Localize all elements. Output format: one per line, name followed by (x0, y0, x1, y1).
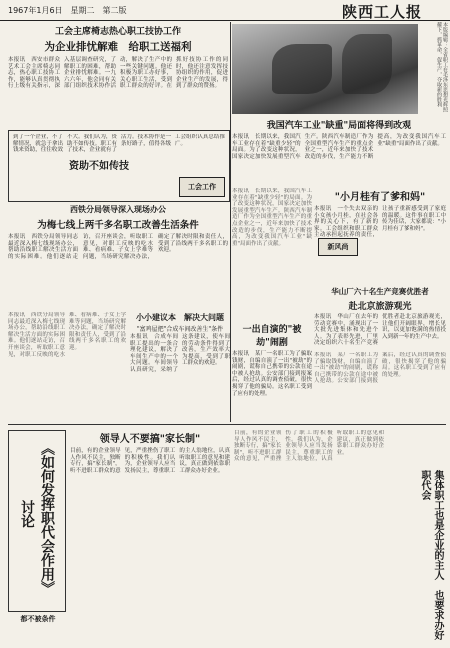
article-subhead: 赴北京旅游观光 (348, 302, 412, 312)
article-railway-bureau (8, 204, 228, 310)
discussion-headline: 《如何发挥职代会作用》讨论 (19, 440, 55, 588)
article-little-yuegui (314, 188, 446, 284)
article-railway-continued (8, 312, 126, 412)
footer-caption: 都不被条件 (20, 614, 56, 623)
article-headline: "小月桂有了爹和妈" (334, 192, 426, 203)
commentary-headline: 资助不如传技 (69, 161, 129, 172)
date-line: 1967年1月6日 星期二 第二版 (8, 6, 127, 15)
article-huashan-factory (314, 286, 446, 350)
article-headline: 西铁分局领导深入现场办公 (70, 204, 166, 214)
collective-workers-headline: 集体职工也是企业的主人 也要求办好职代会 (419, 470, 443, 640)
column-rule (230, 22, 231, 422)
article-leadership-continued (234, 430, 384, 640)
commentary-box (8, 130, 230, 202)
newspaper-logo: 陕西工人报 (341, 3, 422, 21)
article-auto-industry (232, 118, 446, 186)
article-suggestion (130, 312, 230, 412)
article-body: 目前，有的企业领导人作风不民主，独断专行，搞"家长制"，听不进职工群众的意见，严重挫伤了职工的积极性。我们认为，企业领导人应当发扬民主，尊重职工的主人翁地位，认真听取职工的意见和建议，真正做到依靠职工群众办好企业。 (70, 448, 230, 474)
article-body-continued: 目前，有的企业领导人作风不民主，独断专行，搞"家长制"，听不进职工群众的意见，严重挫伤了职工的积极性。我们认为，企业领导人应当发扬民主，尊重职工的主人翁地位，认真听取职工的意见和建议，真正做到依靠职工群众办好企业。 (234, 430, 384, 463)
article-body-continued: 本报讯 长期以来，我国汽车工业存在着"缺重少轻"的局面。为了改变这种状况，国家决定加快发展重型汽车生产。陕西汽车制造厂作为全国重型汽车生产的重点企业之一，近年来加快了技术改造的步伐，生产能力不断提高，为改变我国汽车工业"缺重"局面作出了贡献。 (232, 188, 312, 247)
article-body: 本报讯 长期以来，我国汽车工业存在着"缺重少轻"的局面。为了改变这种状况，国家决定加快发展重型汽车生产。陕西汽车制造厂作为全国重型汽车生产的重点企业之一，近年来加快了技术改造的步伐，生产能力不断提高，为改变我国汽车工业"缺重"局面作出了贡献。 (232, 134, 446, 160)
article-headline: 华山厂六十名生产竞赛优胜者 (331, 287, 429, 296)
article-body: 本报讯 西铁分局领导同志最近深入梅七线现场办公，帮助沿线职工解决生活方面的实际困难。他们逐站走访，召开座谈会，听取职工意见，对职工反映的吃水难、看病难、子女上学难等问题，当场研究解决办法，确定了解决时限和责任人，受到了沿线两千多名职工的欢迎。 (8, 234, 228, 260)
article-union-chairman (8, 24, 228, 128)
article-fake-robbery-continued (314, 352, 446, 422)
article-body: 本报讯 华山厂在去年的劳动竞赛中，涌现出了一大批先进集体和先进个人。为了表彰先进，厂里决定组织六十名生产竞赛优胜者赴北京旅游观光，让他们开阔眼界，增长见识，以更加饱满的热情投入到新一年的生产中去。 (314, 314, 446, 347)
masthead (0, 0, 450, 21)
article-headline: 领导人不要搞"家长制" (99, 434, 201, 445)
article-leadership (70, 430, 230, 640)
article-subhead: 为企业排忧解难 给职工送福利 (44, 41, 192, 53)
article-fake-robbery (232, 322, 312, 418)
article-body: 本报讯 合成车间职工提出的一条合理化建议，解决了车间生产中的一个大问题。车间领导认真研究，采纳了这条建议，使车间的劳动条件得到了改善，生产效率大为提高，受到了职工群众的欢迎。 (130, 334, 230, 373)
article-headline: 小小建议本 解决大问题 (136, 312, 224, 322)
article-body: 本报讯 某厂一名职工为了骗取钱财，自编自演了一出"被劫"的闹剧，谎称自己携带的公款在途中被人抢劫。公安部门接到报案后，经过认真的调查侦破，很快揭穿了他的骗局。这名职工受到了应有的处理。 (232, 351, 312, 397)
new-trend-badge: 新风尚 (318, 238, 358, 256)
discussion-box (8, 430, 66, 612)
article-body: 本报讯 一个失去双亲的小女孩小月桂，在社会各界的关心下，有了新的家。工会组织和职工群众主动承担起抚养的责任，让孩子重新感受到了家庭的温暖。这件事在职工中传为佳话，大家都说："小月桂有了爹和妈"。 (314, 206, 446, 239)
article-body-continued: 本报讯 某厂一名职工为了骗取钱财，自编自演了一出"被劫"的闹剧，谎称自己携带的公款在途中被人抢劫。公安部门接到报案后，经过认真的调查侦破，很快揭穿了他的骗局。这名职工受到了应有的处理。 (314, 352, 446, 385)
middle-column-text (232, 188, 312, 318)
truck-factory-photo (232, 24, 418, 114)
article-subhead: 为梅七线上两千多名职工改善生活条件 (37, 220, 199, 231)
section-rule (8, 424, 446, 425)
article-subhead: "富鸡屋把"合成车间改善生"条件 (136, 326, 224, 333)
article-body: 本报讯 西安市群众艺术工会主席椅志同志，热心职工技协工作，能够认真贯彻执行上级有关指示，深入基层调查研究，了解职工的困难，帮助企业排忧解难。一九六六年，他会同有关部门组织技术协作活动，解决了生产中的一些关键问题。他还积极为职工办好事，关心职工生活，受到职工群众的好评。在抓好技协工作的同时，他还注意发挥技协组织的作用，促进企业生产的发展，得到了群众的赞扬。 (8, 57, 228, 90)
article-body-continued: 本报讯 西铁分局领导同志最近深入梅七线现场办公，帮助沿线职工解决生活方面的实际困难。他们逐站走访，召开座谈会，听取职工意见，对职工反映的吃水难、看病难、子女上学难等问题，当场研究解决办法，确定了解决时限和责任人，受到了沿线两千多名职工的欢迎。 (8, 312, 126, 358)
commentary-body: 到了一个企业，不了解情况，就急于拿出钱来资助，往往收效不大。我们认为，资助不如传技。职工有了技术，企业就有了活力。技术协作是一条好路子，值得各级工会组织认真总结推广。 (13, 134, 225, 154)
article-headline: 一出自演的"被劫"闹剧 (242, 325, 302, 348)
union-work-badge: 工会工作 (179, 177, 225, 197)
article-headline: 工会主席椅志热心职工技协工作 (54, 27, 181, 37)
article-headline: 我国汽车工业"缺重"局面将得到改观 (266, 121, 412, 131)
side-note: 本版编辑：全省职工在毛泽东思想光辉照耀下，抓革命，促生产，夺取新的胜利 (436, 22, 448, 112)
